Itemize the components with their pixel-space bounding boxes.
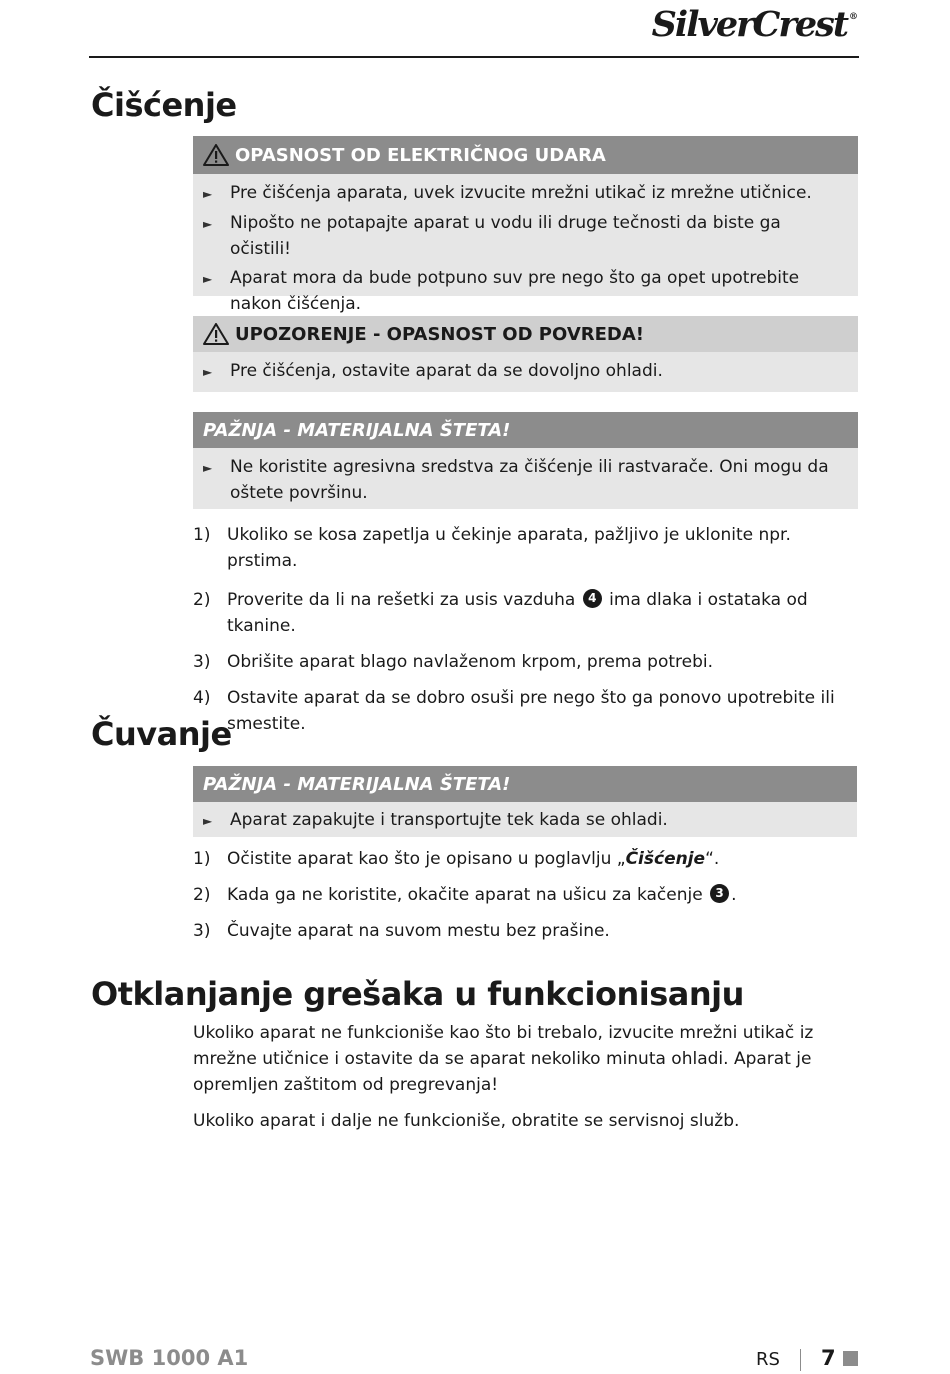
warning-heading: UPOZORENJE - OPASNOST OD POVREDA! — [235, 323, 644, 345]
list-item: ► Ne koristite agresivna sredstva za čišćenje ili rastvarače. Oni mogu da oštete površinu. — [203, 454, 846, 506]
step-item: 1) Ukoliko se kosa zapetlja u čekinje aparata, pažljivo je uklonite npr. prstima. — [193, 525, 791, 571]
danger-box-header — [193, 136, 858, 174]
section-title-cleaning: Čišćenje — [91, 86, 237, 124]
troubleshooting-paragraph: Ukoliko aparat i dalje ne funkcioniše, obratite se servisnoj služb. — [193, 1111, 740, 1131]
chapter-reference: Čišćenje — [625, 849, 706, 869]
list-item: ► Nipošto ne potapajte aparat u vodu ili druge tečnosti da biste ga očistili! — [203, 210, 846, 262]
part-number-badge: 4 — [583, 589, 602, 608]
arrow-bullet-icon: ► — [203, 217, 213, 231]
step-item: 2) Kada ga ne koristite, okačite aparat na ušicu za kačenje 3 . — [193, 885, 737, 905]
arrow-bullet-icon: ► — [203, 814, 213, 828]
part-number-badge: 3 — [710, 884, 729, 903]
step-item: 3) Čuvajte aparat na suvom mestu bez prašine. — [193, 921, 610, 941]
step-item: 2) Proverite da li na rešetki za usis vazduha 4 ima dlaka i ostataka od tkanine. — [193, 590, 808, 636]
arrow-bullet-icon: ► — [203, 461, 213, 475]
list-item: ► Pre čišćenja aparata, uvek izvucite mrežni utikač iz mrežne utičnice. — [203, 180, 846, 207]
storage-steps — [193, 846, 863, 944]
list-item: ► Aparat zapakujte i transportujte tek kada se ohladi. — [203, 807, 845, 834]
danger-heading: OPASNOST OD ELEKTRIČNOG UDARA — [235, 144, 606, 166]
warning-triangle-icon — [203, 144, 229, 166]
brand-name: SilverCrest — [651, 4, 847, 45]
danger-box — [193, 136, 858, 314]
brand-logo — [652, 4, 858, 45]
header-rule — [89, 56, 859, 58]
footer-model: SWB 1000 A1 — [90, 1346, 249, 1370]
step-item: 3) Obrišite aparat blago navlaženom krpom, prema potrebi. — [193, 652, 714, 672]
cleaning-steps — [193, 522, 863, 737]
troubleshooting-paragraph: Ukoliko aparat ne funkcioniše kao što bi trebalo, izvucite mrežni utikač iz mrežne utičnice i ostavite da se aparat nekoliko minuta ohladi. Aparat je opremljen zaštitom od pregrevanja! — [193, 1023, 814, 1095]
list-item: ► Aparat mora da bude potpuno suv pre nego što ga opet upotrebite nakon čišćenja. — [203, 265, 846, 317]
arrow-bullet-icon: ► — [203, 187, 213, 201]
registered-mark: ® — [849, 12, 858, 22]
warning-triangle-icon — [203, 323, 229, 345]
caution-box-header: PAŽNJA - MATERIJALNA ŠTETA! — [193, 412, 858, 448]
step-item: 1) Očistite aparat kao što je opisano u poglavlju „Čišćenje“. — [193, 849, 720, 869]
arrow-bullet-icon: ► — [203, 272, 213, 286]
warning-box — [193, 316, 858, 392]
arrow-bullet-icon: ► — [203, 365, 213, 379]
caution-box — [193, 412, 858, 509]
storage-caution-box — [193, 766, 857, 837]
caution-box-header: PAŽNJA - MATERIJALNA ŠTETA! — [193, 766, 857, 802]
list-item: ► Pre čišćenja, ostavite aparat da se dovoljno ohladi. — [203, 358, 846, 385]
footer-language: RS — [756, 1349, 780, 1370]
step-item: 4) Ostavite aparat da se dobro osuši pre nego što ga ponovo upotrebite ili smestite. — [193, 688, 835, 734]
page-marker-square — [843, 1351, 858, 1366]
footer-separator — [800, 1349, 801, 1371]
section-title-storage: Čuvanje — [91, 715, 232, 753]
page-number: 7 — [821, 1346, 836, 1370]
section-title-troubleshooting: Otklanjanje grešaka u funkcionisanju — [91, 975, 744, 1013]
warning-box-header — [193, 316, 858, 352]
